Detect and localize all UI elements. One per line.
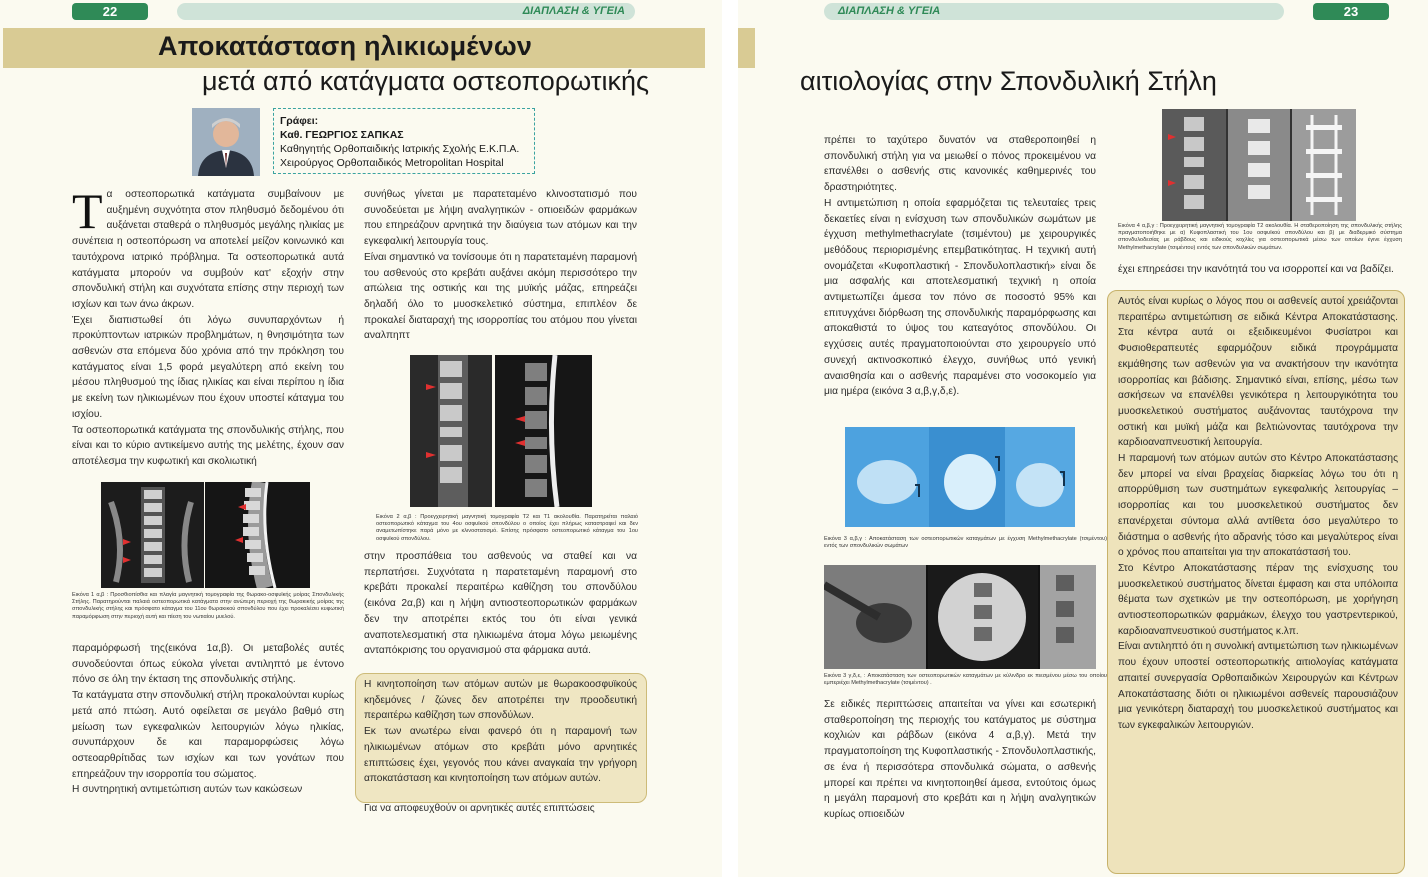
article-title-line3: αιτιολογίας στην Σπονδυλική Στήλη [800,66,1217,96]
figure-3b-caption: Εικόνα 3 γ,δ,ε, : Αποκατάσταση των οστεοπορωτικών καταγμάτων με κύλινδρο εκ πιεσμένου μέσω του οποίου εμπεριέχει Methylmethacrylate (τσιμέντου) . [824,673,1107,687]
figure-4-mri-xray [1162,109,1356,221]
dropcap: Τ [72,183,103,239]
figure-3def-fluoro [824,565,1096,669]
author-photo [192,108,260,176]
right-col2-top [1118,262,1398,278]
left-col1-p1: α οστεοπορωτικά κατάγματα συμβαίνουν με αυξημένη συχνότητα στον πληθυσμό δεδομένου ότι αυξάνεται σταθερά ο πληθυσμός μεγάλης ηλικίας με συνέπεια η οστεοπόρωση να αποτελεί μείζον κοινωνικό και ταυτόχρονα ιατρικό πρόβλημα. Τα οστεοπορωτικά αυτά κατάγματα μπορούν να συμβούν κατ' εξοχήν στην σπονδυλική στήλη και συχνότατα επίσης στην περιοχή των ισχίων και των άνω άκρων. [72,189,344,310]
right-col2-hl-p3: Στο Κέντρο Αποκατάστασης πέραν της ενίσχυσης του μυοσκελετικού συστήματος δίνεται έμφαση και στα υπόλοιπα θέματα των σχετικών με την οστεοπόρωση, με χορήγηση αντιοστεοπορωτικών φαρμάκων, έλεγχο του γαστρεντερικού, καρδιοαναπνευστικού συστήματος κ.λπ. [1118,562,1398,637]
page-number-right: 23 [1313,3,1389,20]
left-col2-hl2: Εκ των ανωτέρω είναι φανερό ότι η παραμονή των ηλικιωμένων ατόμων στο κρεβάτι μόνο αρνητικές επιπτώσεις έχει, γεγονός που κάνει αναγκαία την γρήγορη αποκατάσταση και κινητοποίηση των ατόμων αυτών. [364,726,637,785]
right-col2-hl-p2: Η παραμονή των ατόμων αυτών στο Κέντρο Αποκατάστασης δεν μπορεί να είναι βραχείας διαρκείας λόγω του ότι η απορρύθμιση των συστημάτων εγκεφαλικής λειτουργίας – ισορροπίας και του μυοσκελετικού συστήματος δεν επανέρχεται σύντομα αλλά αντίθετα όσο μεγαλύτερο το διάστημα ο ασθενής ήτο αδρανής τόσο και μεγαλύτερος είναι ο χρόνος που απαιτείται για την αποκατάστασή του. [1118,453,1398,559]
left-col1-top [72,183,344,470]
figure-2a-mri [410,355,492,507]
figure-3abc-fluoro [845,427,1075,527]
right-col1-bottom [824,697,1096,823]
page-gutter [722,0,738,877]
right-col1-p1: πρέπει το ταχύτερο δυνατόν να σταθεροποιηθεί η σπονδυλική στήλη για να μειωθεί ο πόνος προκειμένου να επανέλθει ο ασθενής στις κανονικές καθημερινές του δραστηριότητες. [824,135,1096,194]
article-title-line1: Αποκατάσταση ηλικιωμένων [158,31,533,61]
right-col2-hl-p1: Αυτός είναι κυρίως ο λόγος που οι ασθενείς αυτοί χρειάζονται περαιτέρω αντιμετώπιση σε ειδικά Κέντρα Αποκατάστασης. Στα κέντρα αυτά οι εξειδικευμένοι Φυσίατροι και Φυσιοθεραπευτές εφαρμόζουν ειδικά προγράμματα εκμάθησης των ασθενών για να ανακτήσουν την ικανότητα ισορροπίας και βάδισης. Σημαντικό είναι, επίσης, μέσω των ασκήσεων να επανέλθει γενικότερα η λειτουργικότητα του μυοσκελετικού συστήματος αυξάνοντας ταυτόχρονα την οστική και μυϊκή μάζα και βελτιώνοντας ταυτόχρονα την καρδιοαναπνευστική λειτουργία. [1118,296,1398,449]
figure-4-caption: Εικόνα 4 α,β,γ : Προεγχειρητική μαγνητική τομογραφία Τ2 ακολουθία. Η σταθεροποίηση της σπονδυλικής στήλης πραγματοποιήθηκε με α) Κυφοπλαστική του 1ου οσφυϊκού σπονδύλου και β) με διαδερμικό σύστημα σπονδυλοδεσίας με ράβδους και ειδικούς κοχλίες για οστεοπορωτικά μέσω των οποίων έγινε έγχυση Methylmethacrylate (τσιμέντου) εντός των σπονδυλικών σωμάτων. [1118,223,1402,251]
author-name: Καθ. ΓΕΩΡΓΙΟΣ ΣΑΠΚΑΣ [280,129,404,141]
left-col1-bottom [72,641,344,798]
left-col1-p2: Έχει διαπιστωθεί ότι λόγω συνυπαρχόντων ή προκύπτοντων ιατρικών προβλημάτων, η θνησιμότητα των ασθενών στα επόμενα δύο χρόνια από την πρόκληση του κατάγματος είναι 1,5 φορά μεγαλύτερη από εκείνη του μέσου πληθυσμού της ίδιας ηλικίας και είναι περίπου η ίδια με εκείνη των ηλικιωμένων που έχουν υποστεί κάταγμα του ισχίου. [72,314,344,420]
author-role-1: Καθηγητής Ορθοπαιδικής Ιατρικής Σχολής Ε.Κ.Π.Α. [280,143,520,155]
left-col2-top [364,187,637,344]
running-head-left [177,3,635,20]
left-col2-highlight [364,677,637,787]
left-col2-p2: Είναι σημαντικό να τονίσουμε ότι η παρατεταμένη παραμονή του ασθενούς στο κρεβάτι αυξάνει ακόμη περισσότερο την απώλεια της οστικής και της μυϊκής μάζας, επηρεάζει δηλαδή όλο το μυοσκελετικό σύστημα, επιπλέον δε προκαλεί διαταραχή της ισορροπίας του ατόμου που γίνεται αναλπηπτ [364,251,637,342]
left-col2-middle [364,549,637,659]
left-col2-bottom [364,801,637,817]
figure-2-caption: Εικόνα 2 α,β : Προεγχειρητική μαγνητική τομογραφία Τ2 και Τ1 ακολουθία. Παρατηρείται παλαιό οστεοπορωτικό κάταγμα του 4ου οσφυϊκού σπονδύλου ο οποίος έχει πλήρως καταστραφεί και δεν αναμετωπίστηκε παρά μόνο με κλινοστατισμό. Επίσης πρόσφατο οστεοπορωτικό κάταγμα του 1ου οσφυϊκού σπονδύλου. [376,514,638,542]
title-band-right [738,28,755,68]
article-title-line2: μετά από κατάγματα οστεοπορωτικής [202,66,650,96]
figure-1a-mri [101,482,204,588]
right-col2-p1: έχει επηρεάσει την ικανότητά του να ισορροπεί και να βαδίζει. [1118,264,1394,275]
left-col2-p3: στην προσπάθεια του ασθενούς να σταθεί και να περπατήσει. Συχνότατα η παρατεταμένη παραμονή στο κρεβάτι προκαλεί περαιτέρω καθίζηση του σπονδύλου (εικόνα 2α,β) και η λήψη αντιοστεοπορωτικών φαρμάκων δεν την αποτρέπει εκτός του ότι είναι γενικά αναποτελεσματική στα ηλικιωμένα άτομα λόγω μειωμένης ανταπόκρισης του οργανισμού στα φάρμακα αυτά. [364,551,637,657]
right-col1-p3: Σε ειδικές περιπτώσεις απαιτείται να γίνει και εσωτερική σταθεροποίηση της περιοχής του κατάγματος με σύστημα κοχλιών και ράβδων (εικόνα 4 α,β,γ). Μετά την πραγματοποίηση της Κυφοπλαστικής - Σπονδυλοπλαστικής, σε ένα ή περισσότερα σπονδυλικά σώματα, ο ασθενής μπορεί και πρέπει να κινητοποιηθεί άμεσα, εντούτοις όμως η μεγάλη παραμονή στο κρεβάτι και η λήψη αναλγητικών κυρίως οπιοειδών [824,699,1096,820]
right-col2-hl-p4: Είναι αντιληπτό ότι η συνολική αντιμετώπιση των ηλικιωμένων που έχουν υποστεί οστεοπορωτικής αιτιολογίας κατάγματα απαιτεί συνεργασία Ορθοπαιδικών Χειρουργών και Κέντρων Αποκατάστασης διότι οι ηλικιωμένοι ασθενείς παρουσιάζουν μια γενικότερη διαταραχή του μυοσκελετικού συστήματος και των εγκεφαλικών λειτουργιών. [1118,641,1398,731]
right-col1-top [824,133,1096,400]
author-label: Γράφει: [280,115,319,127]
left-col1-p6: Η συντηρητική αντιμετώπιση αυτών των κακώσεων [72,784,303,796]
running-head-right [824,3,1284,20]
right-col1-p2: Η αντιμετώπιση η οποία εφαρμόζεται τις τελευταίες τρεις δεκαετίες είναι η ενίσχυση των σπονδυλικών σωμάτων με έγχυση methylmethacrylate (τσιμέντου) με χειρουργικές μεθόδους περιορισμένης επεμβατικότητας. Η τεχνική αυτή ονομάζεται «Κυφοπλαστική - Σπονδυλοπλαστική» είναι δε μια ασφαλής και αποτελεσματική τεχνική η οποία αντιμετωπίζει άμεσα τον πόνο σε ποσοστό 95% και επιτυγχάνει διόρθωση της σπονδυλικής παραμόρφωσης και αποκαθιστά το ύψος του κατεαγότος σπονδύλου. Οι εγχύσεις αυτές πραγματοποιούνται στο χειρουργείο υπό συνεχή ακτινοσκοπικό έλεγχο, συνήθως υπό γενική αναισθησία και ο ασθενής παραμένει στο νοσοκομείο για μια ημέρα (εικόνα 3 α,β,γ,δ,ε). [824,197,1096,398]
left-col2-p4: Για να αποφευχθούν οι αρνητικές αυτές επιπτώσεις [364,803,595,814]
author-role-2: Χειρούργος Ορθοπαιδικός Metropolitan Hospital [280,157,504,169]
left-col1-p3: Τα οστεοπορωτικά κατάγματα της σπονδυλικής στήλης, που είναι και το κύριο αντικείμενο αυτής της μελέτης, έχουν σαν αποτέλεσμα την κυφωτική και σκολιωτική [72,424,344,467]
figure-2b-mri [495,355,592,507]
left-col2-p1: συνήθως γίνεται με παρατεταμένο κλινοστατισμό που συνοδεύεται με λήψη αναλγητικών - οπιοειδών φαρμάκων που επηρεάζουν αρνητικά την διαύγεια των ατόμων και την εγκεφαλική λειτουργία τους. [364,189,637,248]
running-head-left-text: ΔΙΑΠΛΑΣΗ & ΥΓΕΙΑ [522,5,625,17]
right-col2-highlight [1118,294,1398,734]
left-col1-p4: παραμόρφωσή της(εικόνα 1α,β). Οι μεταβολές αυτές συνοδεύονται όπως εύκολα γίνεται αντιληπτό με έντονο πόνο σε όλη την έκταση της σπονδυλικής στήλης. [72,643,344,686]
figure-1b-mri [205,482,310,588]
left-col1-p5: Τα κατάγματα στην σπονδυλική στήλη προκαλούνται κυρίως μετά από πτώση. Αυτό οφείλεται σε μεγάλο βαθμό στη μείωση των εγκεφαλικών λειτουργιών λόγω ηλικίας, συνυπάρχουν δε και παραμορφώσεις λόγω οστεοαρθρίτιδας των ισχίων και των γονάτων που επηρεάζουν την ισορροπία του σώματος. [72,690,344,780]
figure-1-caption: Εικόνα 1 α,β : Προσθιοπίσθια και πλαγία μαγνητική τομογραφία της θωρακο-οσφυϊκής μοίρας Σπονδυλικής Στήλης. Παρατηρούνται παλαιά οστεοπορωτικά κατάγματα στην ανώτερη περιοχή της θωρακικής μοίρας της σπονδυλικής στήλης και πρόσφατο κάταγμα του 11ου θωρακικού σπονδύλου που έχει προκαλέσει κυφωτική παραμόρφωση στην περιοχή αυτή και πίεση του νωτιαίου μυελού. [72,592,344,620]
running-head-right-text: ΔΙΑΠΛΑΣΗ & ΥΓΕΙΑ [838,5,941,17]
figure-3a-caption: Εικόνα 3 α,β,γ : Αποκατάσταση των οστεοπορωτικών καταγμάτων με έγχυση Methylmethacrylate (τσιμέντου) εντός των σπονδυλικών σωμάτων [824,536,1107,550]
page-number-left: 22 [72,3,148,20]
author-box [273,108,535,174]
right-page [738,0,1428,877]
left-col2-hl1: Η κινητοποίηση των ατόμων αυτών με θωρακοοσφυϊκούς κηδεμόνες / ζώνες δεν αποτρέπει την προοδευτική περαιτέρω καθίζηση των σπονδύλων. [364,679,637,722]
